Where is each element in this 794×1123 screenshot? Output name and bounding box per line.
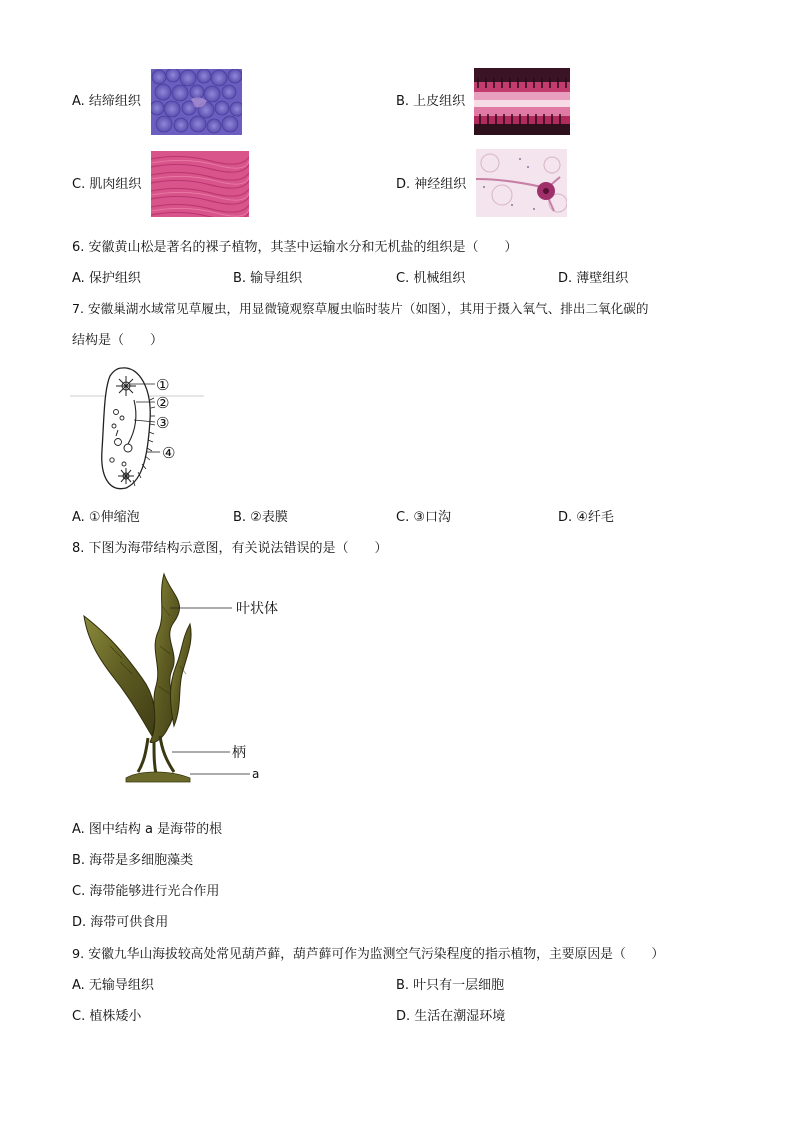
- q7-option-c[interactable]: C. ③口沟: [396, 510, 451, 525]
- q8-option-c[interactable]: C. 海带能够进行光合作用: [72, 884, 220, 899]
- q7-stem-line1: 7. 安徽巢湖水域常见草履虫，用显微镜观察草履虫临时装片（如图），其用于摄入氧气、排出二氧化碳的: [72, 301, 649, 316]
- q9-option-d[interactable]: D. 生活在潮湿环境: [396, 1009, 506, 1024]
- option-c-muscle-tissue[interactable]: C. 肌肉组织: [72, 177, 142, 192]
- label-3: ③: [156, 414, 170, 432]
- q6-option-a[interactable]: A. 保护组织: [72, 271, 141, 286]
- label-stipe: 柄: [232, 745, 246, 761]
- label-blade: 叶状体: [236, 601, 278, 617]
- connective-tissue-image: [151, 69, 242, 135]
- kelp-blade-right: [171, 624, 192, 726]
- q6-stem: 6. 安徽黄山松是著名的裸子植物，其茎中运输水分和无机盐的组织是（ ）: [72, 240, 518, 255]
- q6-option-c[interactable]: C. 机械组织: [396, 271, 466, 286]
- label-4: ④: [162, 444, 176, 462]
- kelp-stipe-middle: [154, 742, 156, 774]
- q8-stem: 8. 下图为海带结构示意图，有关说法错误的是（ ）: [72, 541, 388, 556]
- q9-option-a[interactable]: A. 无输导组织: [72, 978, 154, 993]
- option-b-epithelial-tissue[interactable]: B. 上皮组织: [396, 94, 466, 109]
- epithelial-tissue-image: [474, 68, 570, 135]
- q7-stem-line2: 结构是（ ）: [72, 333, 164, 348]
- q8-option-b[interactable]: B. 海带是多细胞藻类: [72, 853, 194, 868]
- nervous-tissue-image: [476, 149, 567, 217]
- q9-stem: 9. 安徽九华山海拔较高处常见葫芦藓，葫芦藓可作为监测空气污染程度的指示植物，主要原因是（ ）: [72, 947, 665, 962]
- label-2: ②: [156, 394, 170, 412]
- q6-option-b[interactable]: B. 输导组织: [233, 271, 303, 286]
- q7-option-b[interactable]: B. ②表膜: [233, 510, 288, 525]
- kelp-stipe-right: [160, 736, 174, 772]
- q8-option-a[interactable]: A. 图中结构 a 是海带的根: [72, 822, 223, 837]
- kelp-holdfast: [126, 772, 190, 782]
- q7-option-a[interactable]: A. ①伸缩泡: [72, 510, 140, 525]
- label-1: ①: [156, 376, 170, 394]
- food-vacuole: [124, 444, 132, 452]
- option-a-connective-tissue[interactable]: A. 结缔组织: [72, 94, 141, 109]
- kelp-figure: [70, 566, 300, 796]
- option-d-nervous-tissue[interactable]: D. 神经组织: [396, 177, 467, 192]
- label-a: a: [252, 767, 260, 781]
- q8-option-d[interactable]: D. 海带可供食用: [72, 915, 169, 930]
- q9-option-b[interactable]: B. 叶只有一层细胞: [396, 978, 505, 993]
- contractile-vacuole-top: [116, 376, 136, 396]
- kelp-stipe-left: [138, 738, 148, 772]
- kelp-blade-left: [84, 616, 155, 736]
- paramecium-figure: [70, 360, 210, 500]
- q7-option-d[interactable]: D. ④纤毛: [558, 510, 614, 525]
- muscle-tissue-image: [151, 151, 249, 217]
- q6-option-d[interactable]: D. 薄壁组织: [558, 271, 629, 286]
- q9-option-c[interactable]: C. 植株矮小: [72, 1009, 142, 1024]
